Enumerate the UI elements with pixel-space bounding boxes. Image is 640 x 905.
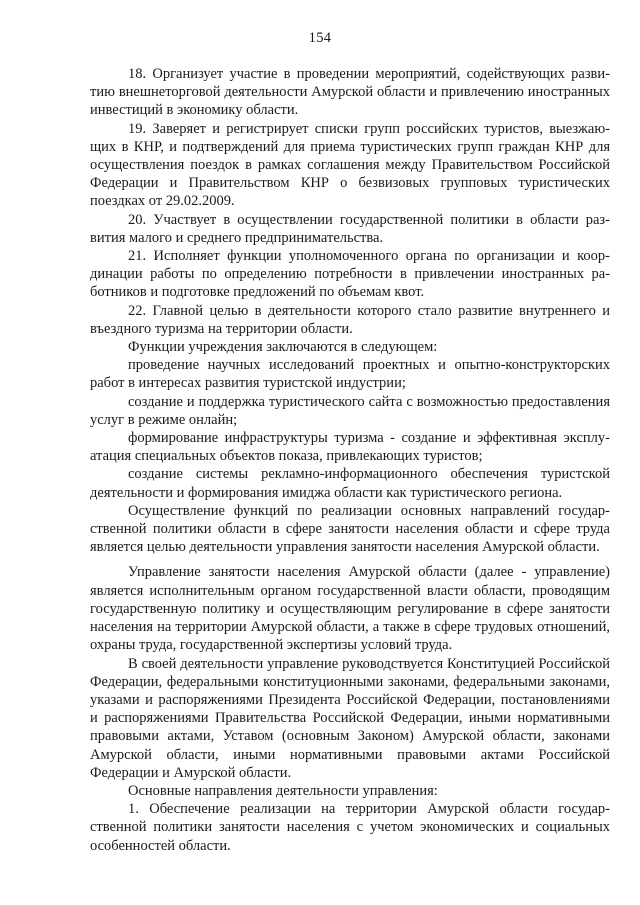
paragraph-function-advertising: создание системы рекламно-информационного обеспечения туристской деятельности и формирования имиджа области как туристического региона. — [90, 466, 610, 501]
paragraph-legal-basis: В своей деятельности управление руководствуется Конституцией Российской Федерации, федеральными конституционными законами, федеральными законами, указами и распоряжениями Президента Российской Федерации, постановлениями и распоряжениями Правительства Российской Федерации, иными нормативными правовыми актами, Уставом (основным Законом) Амурской области, законами Амурской области, иными нормативными правовыми актами Российской Федерации и Амурской области. — [90, 655, 610, 781]
paragraph-22: 22. Главной целью в деятельности которого стало развитие внутреннего и въездного туризма на территории области. — [90, 302, 610, 337]
paragraph-21: 21. Исполняет функции уполномоченного органа по организации и координации работы по определению потребности в привлечении иностранных работников и подготовке предложений по объемам квот. — [90, 248, 610, 301]
paragraph-main-directions: Основные направления деятельности управления: — [128, 782, 438, 799]
paragraph-direction-1: 1. Обеспечение реализации на территории Амурской области государственной политики занятости населения с учетом экономических и социальных особенностей области. — [90, 801, 610, 854]
paragraph-20: 20. Участвует в осуществлении государственной политики в области развития малого и среднего предпринимательства. — [90, 211, 610, 246]
paragraph-function-website: создание и поддержка туристического сайта с возможностью предоставления услуг в режиме онлайн; — [90, 393, 610, 428]
document-body — [90, 65, 610, 855]
page-number: 154 — [308, 30, 332, 46]
paragraph-function-research: проведение научных исследований проектных и опытно-конструкторских работ в интересах развития туристской индустрии; — [90, 357, 610, 392]
paragraph-18: 18. Организует участие в проведении мероприятий, содействующих развитию внешнеторговой деятельности Амурской области и привлечению иностранных инвестиций в экономику области. — [90, 66, 610, 119]
paragraph-employment-goal: Осуществление функций по реализации основных направлений государственной политики области в сфере занятости населения области и сфере труда является целью деятельности управления занятости населения Амурской области. — [90, 502, 610, 556]
paragraph-19: 19. Заверяет и регистрирует списки групп российских туристов, выезжающих в КНР, и подтверждений для приема туристических групп граждан КНР для осуществления поездок в рамках соглашения между Правительством Российской Федерации и Правительством КНР о безвизовых групповых туристических поездках от 29.02.2009. — [90, 120, 610, 210]
paragraph-function-infrastructure: формирование инфраструктуры туризма - создание и эффективная эксплуатация специальных объектов показа, привлекающих туристов; — [90, 430, 610, 465]
paragraph-employment-administration: Управление занятости населения Амурской области (далее - управление) является исполнительным органом государственной власти области, проводящим государственную политику и осуществляющим регулирование в сфере занятости населения на территории Амурской области, а также в сфере трудовых отношений, охраны труда, государственной экспертизы условий труда. — [90, 564, 610, 654]
paragraph-functions-intro: Функции учреждения заключаются в следующем: — [128, 339, 438, 356]
